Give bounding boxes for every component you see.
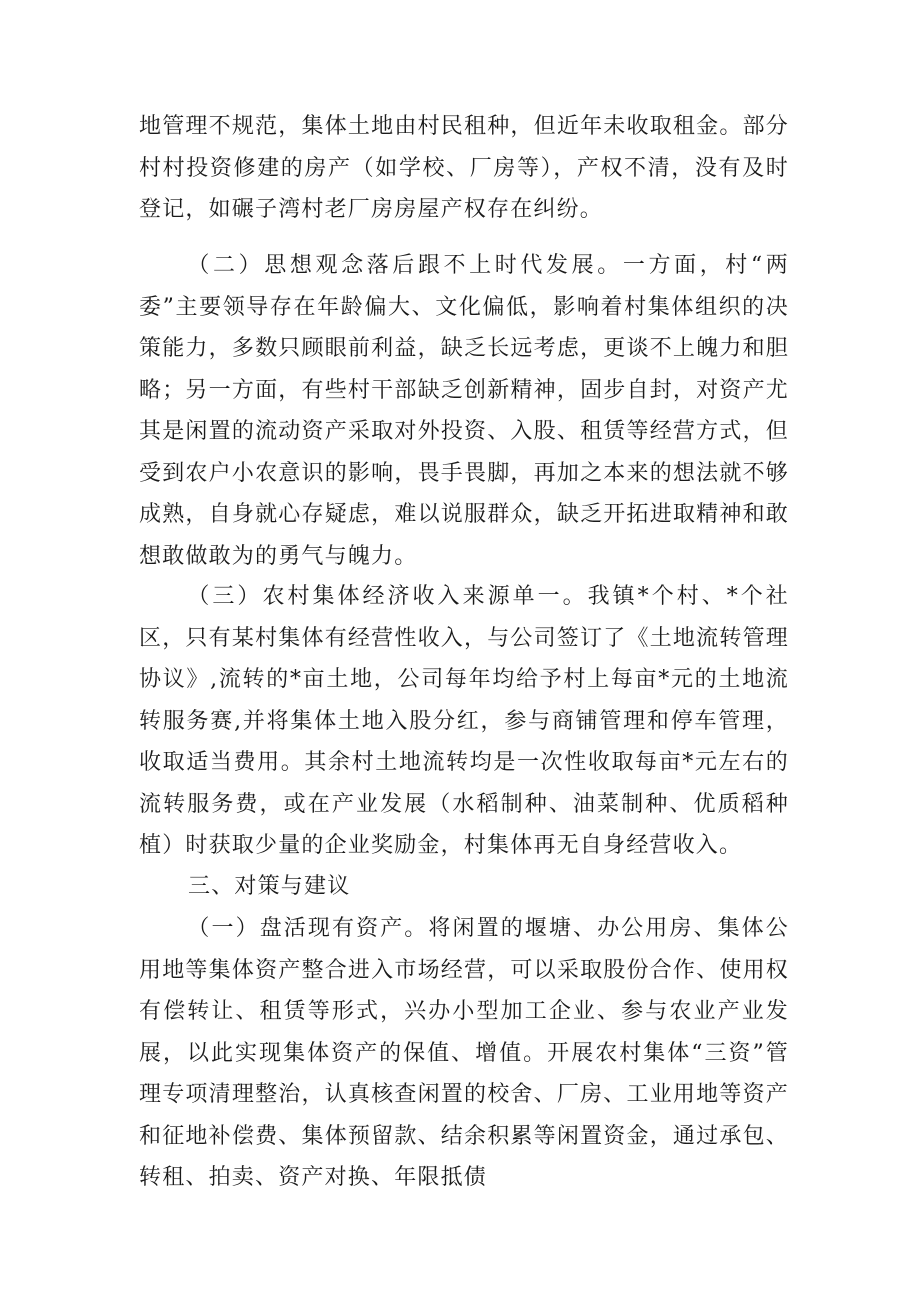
paragraph-land-management: 地管理不规范，集体土地由村民租种，但近年未收取租金。部分村村投资修建的房产（如学校、厂房等），产权不清，没有及时登记，如碾子湾村老厂房房屋产权存在纠纷。 [139, 114, 789, 222]
section-heading-countermeasures: 三、对策与建议 [188, 874, 351, 899]
paragraph-thinking-outdated: （二）思想观念落后跟不上时代发展。一方面，村“两委”主要领导存在年龄偏大、文化偏低，影响着村集体组织的决策能力，多数只顾眼前利益，缺乏长远考虑，更谈不上魄力和胆略；另一方面，有些村干部缺乏创新精神，固步自封，对资产尤其是闲置的流动资产采取对外投资、入股、租赁等经营方式，但受到农户小农意识的影响，畏手畏脚，再加之本来的想法就不够成熟，自身就心存疑虑，难以说服群众，缺乏开拓进取精神和敢想敢做敢为的勇气与魄力。 [139, 253, 789, 569]
paragraph-revitalize-assets: （一）盘活现有资产。将闲置的堰塘、办公用房、集体公用地等集体资产整合进入市场经营，可以采取股份合作、使用权有偿转让、租赁等形式，兴办小型加工企业、参与农业产业发展，以此实现集体资产的保值、增值。开展农村集体“三资”管理专项清理整治，认真核查闲置的校舍、厂房、工业用地等资产和征地补偿费、集体预留款、结余积累等闲置资金，通过承包、转租、拍卖、资产对换、年限抵债 [139, 916, 789, 1190]
paragraph-income-single-source: （三）农村集体经济收入来源单一。我镇*个村、*个社区，只有某村集体有经营性收入，与公司签订了《土地流转管理协议》,流转的*亩土地，公司每年均给予村上每亩*元的土地流转服务赛,并将集体土地入股分红，参与商铺管理和停车管理，收取适当费用。其余村土地流转均是一次性收取每亩*元左右的流转服务费，或在产业发展（水稻制种、油菜制种、优质稻种植）时获取少量的企业奖励金，村集体再无自身经营收入。 [139, 584, 789, 858]
